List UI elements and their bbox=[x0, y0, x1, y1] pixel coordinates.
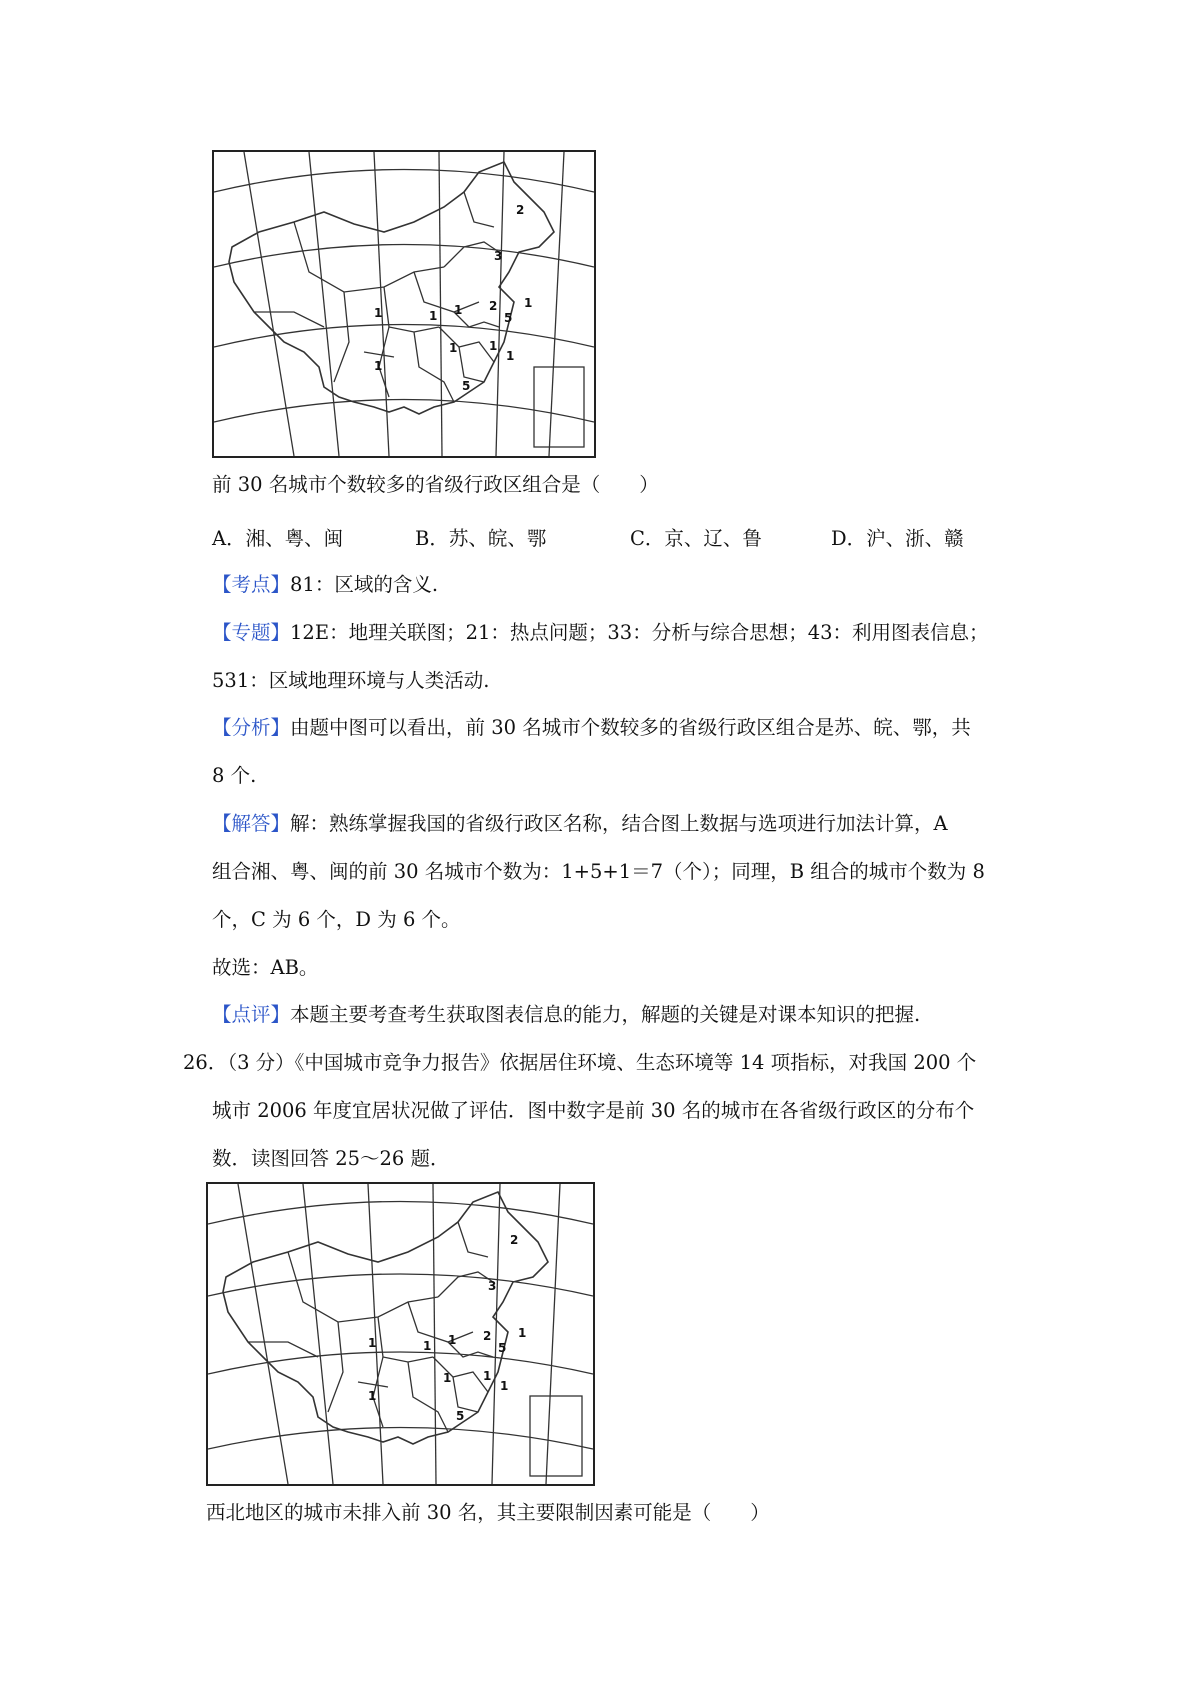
q26-stem: 西北地区的城市未排入前 30 名，其主要限制因素可能是（ ） bbox=[206, 1501, 770, 1524]
q26-line-3: 数．读图回答 25～26 题． bbox=[212, 1147, 450, 1170]
q26-line-2: 城市 2006 年度宜居状况做了评估．图中数字是前 30 名的城市在各省级行政区的分布个 bbox=[212, 1099, 975, 1122]
kaodian-tag: 【考点】 bbox=[212, 573, 291, 596]
dianping-text: 本题主要考查考生获取图表信息的能力，解题的关键是对课本知识的把握. bbox=[290, 1003, 921, 1026]
svg-text:2: 2 bbox=[483, 1329, 492, 1343]
q26-line-1: 26．（3 分）《中国城市竞争力报告》依据居住环境、生态环境等 14 项指标，对我国 200 个 bbox=[183, 1051, 977, 1074]
china-map-2-svg bbox=[208, 1184, 593, 1484]
svg-text:1: 1 bbox=[443, 1371, 452, 1385]
svg-text:1: 1 bbox=[423, 1339, 432, 1353]
svg-text:5: 5 bbox=[498, 1341, 507, 1355]
zhuanti-tag: 【专题】 bbox=[212, 621, 291, 644]
q25-option-c[interactable] bbox=[630, 523, 762, 551]
china-map-2 bbox=[206, 1182, 595, 1486]
svg-text:1: 1 bbox=[506, 349, 515, 363]
svg-text:1: 1 bbox=[448, 1333, 457, 1347]
jieda-tag: 【解答】 bbox=[212, 812, 291, 835]
svg-text:1: 1 bbox=[368, 1389, 377, 1403]
svg-text:1: 1 bbox=[518, 1326, 527, 1340]
fenxi-line-2: 8 个. bbox=[212, 764, 257, 787]
svg-text:1: 1 bbox=[524, 296, 533, 310]
svg-text:5: 5 bbox=[462, 379, 471, 393]
q25-stem: 前 30 名城市个数较多的省级行政区组合是（ ） bbox=[212, 473, 659, 496]
china-map-1-svg bbox=[214, 152, 594, 456]
china-map-1 bbox=[212, 150, 596, 458]
jieda-text-1: 解：熟练掌握我国的省级行政区名称，结合图上数据与选项进行加法计算，A bbox=[290, 812, 948, 835]
q25-option-b[interactable] bbox=[415, 523, 546, 551]
svg-text:1: 1 bbox=[368, 1336, 377, 1350]
svg-text:1: 1 bbox=[500, 1379, 509, 1393]
dianping-tag: 【点评】 bbox=[212, 1003, 291, 1026]
svg-text:3: 3 bbox=[488, 1279, 497, 1293]
svg-text:5: 5 bbox=[456, 1409, 465, 1423]
jieda-line-1 bbox=[212, 812, 948, 836]
svg-text:1: 1 bbox=[489, 339, 498, 353]
svg-text:1: 1 bbox=[429, 309, 438, 323]
option-text: 沪、浙、赣 bbox=[866, 527, 964, 550]
svg-text:3: 3 bbox=[494, 249, 503, 263]
option-text: 湘、粤、闽 bbox=[245, 527, 344, 550]
kaodian-text: 81：区域的含义. bbox=[290, 573, 439, 596]
fenxi-tag: 【分析】 bbox=[212, 716, 291, 739]
zhuanti-text-1: 12E：地理关联图；21：热点问题；33：分析与综合思想；43：利用图表信息； bbox=[290, 621, 989, 644]
q25-option-a[interactable] bbox=[212, 523, 343, 551]
option-letter: D． bbox=[831, 527, 867, 550]
svg-text:1: 1 bbox=[449, 341, 458, 355]
zhuanti-line-2: 531：区域地理环境与人类活动. bbox=[212, 669, 490, 692]
option-letter: A． bbox=[212, 527, 246, 550]
svg-text:2: 2 bbox=[489, 299, 498, 313]
answer-line: 故选：AB。 bbox=[212, 956, 319, 979]
svg-text:1: 1 bbox=[483, 1369, 492, 1383]
fenxi-line-1 bbox=[212, 716, 971, 740]
q25-option-d[interactable] bbox=[831, 523, 964, 551]
jieda-line-3: 个，C 为 6 个，D 为 6 个。 bbox=[212, 908, 461, 931]
svg-text:1: 1 bbox=[374, 359, 383, 373]
jieda-line-2: 组合湘、粤、闽的前 30 名城市个数为：1+5+1＝7（个）；同理，B 组合的城市个数为 8 bbox=[212, 860, 985, 883]
option-text: 京、辽、鲁 bbox=[664, 527, 762, 550]
svg-text:1: 1 bbox=[374, 306, 383, 320]
dianping-line bbox=[212, 1003, 920, 1027]
svg-text:1: 1 bbox=[454, 303, 463, 317]
zhuanti-line-1 bbox=[212, 621, 989, 645]
svg-text:2: 2 bbox=[510, 1233, 519, 1247]
option-text: 苏、皖、鄂 bbox=[448, 527, 547, 550]
option-letter: C． bbox=[630, 527, 665, 550]
svg-text:5: 5 bbox=[504, 311, 513, 325]
svg-text:2: 2 bbox=[516, 203, 525, 217]
kaodian-line bbox=[212, 573, 438, 597]
fenxi-text-1: 由题中图可以看出，前 30 名城市个数较多的省级行政区组合是苏、皖、鄂，共 bbox=[290, 716, 971, 739]
option-letter: B． bbox=[415, 527, 449, 550]
